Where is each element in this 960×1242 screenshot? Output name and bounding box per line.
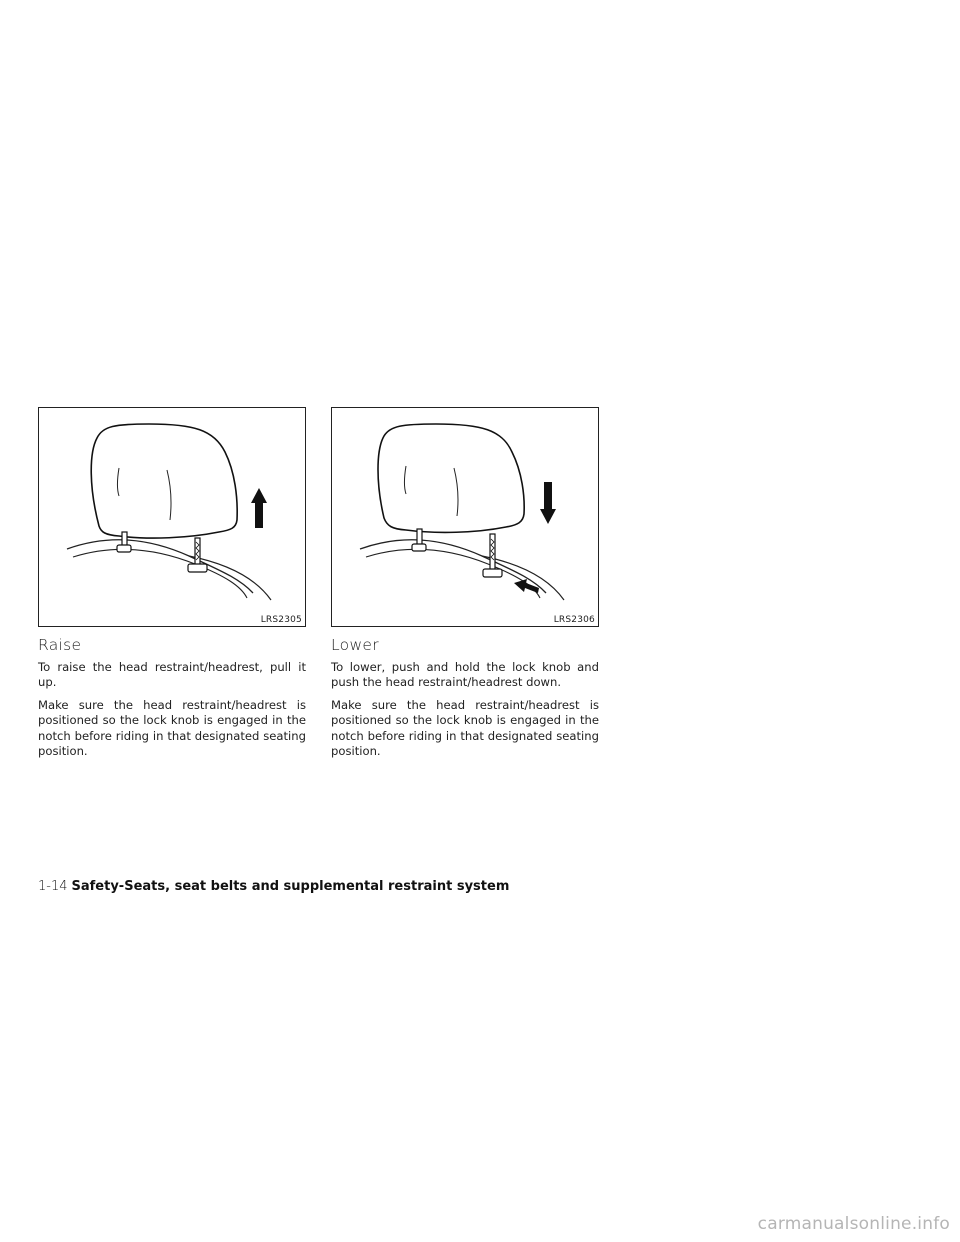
watermark: carmanualsonline.info (757, 1214, 950, 1234)
lower-paragraph-2: Make sure the head restraint/headrest is positioned so the lock knob is engaged in the notch before riding in that designated seating position. (331, 697, 599, 759)
section-title: Safety-Seats, seat belts and supplemental restraint system (71, 879, 510, 894)
lower-section (331, 636, 599, 766)
page-number: 1-14 (38, 879, 68, 894)
push-arrow-icon (514, 579, 539, 593)
page-footer (38, 879, 509, 894)
figure-raise (38, 407, 306, 627)
lower-heading: Lower (331, 636, 379, 654)
figure-lower (331, 407, 599, 627)
figure-code: LRS2306 (553, 615, 595, 625)
raise-paragraph-2: Make sure the head restraint/headrest is positioned so the lock knob is engaged in the notch before riding in that designated seating position. (38, 697, 306, 759)
headrest-lower-illustration (332, 408, 600, 628)
arrow-up-icon (251, 488, 267, 528)
arrow-down-icon (540, 482, 556, 524)
figure-code: LRS2305 (260, 615, 302, 625)
raise-section (38, 636, 306, 766)
headrest-raise-illustration (39, 408, 307, 628)
lower-paragraph-1: To lower, push and hold the lock knob and push the head restraint/headrest down. (331, 660, 599, 690)
raise-paragraph-1: To raise the head restraint/headrest, pull it up. (38, 660, 306, 690)
raise-heading: Raise (38, 636, 82, 654)
